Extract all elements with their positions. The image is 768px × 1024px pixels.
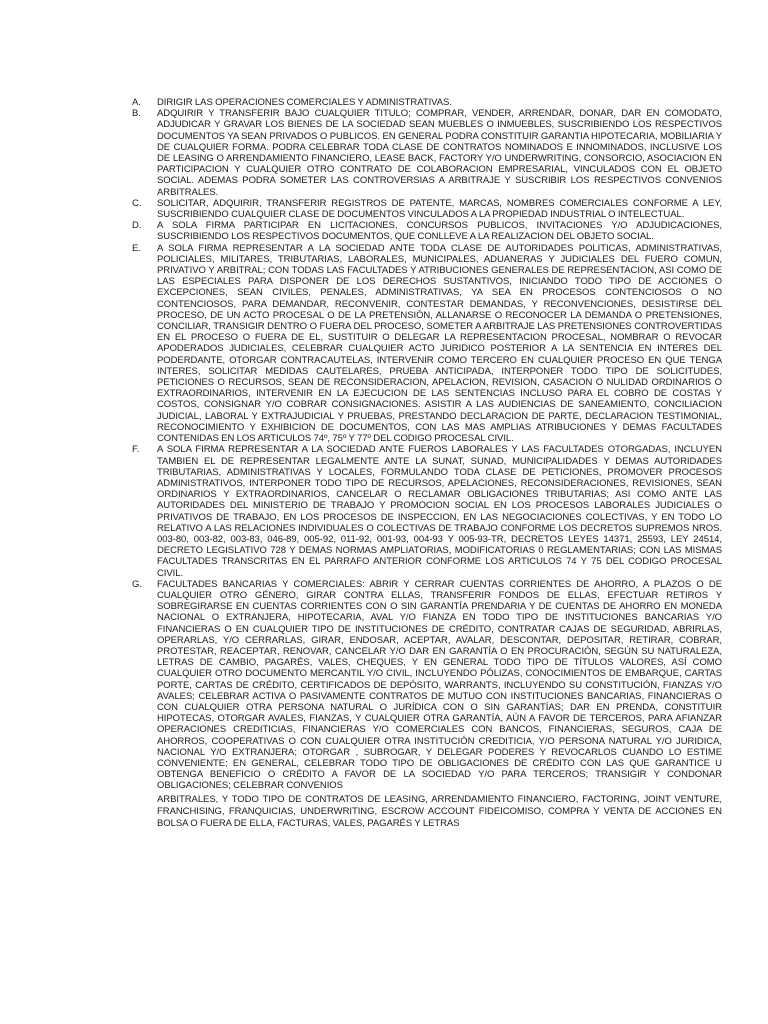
clause-text: A SOLA FIRMA PARTICIPAR EN LICITACIONES, CONCURSOS PUBLICOS, INVITACIONES Y/O ADJUDICACIONES, SUSCRIBIENDO LOS RESPECTIVOS DOCUMENTOS, QUE CONLLEVE A LA REALIZACION DEL OBJETO SOCIAL. [157, 220, 722, 243]
clause-b [0, 108, 768, 198]
clause-text-wrapper [157, 579, 722, 831]
clause-e [0, 243, 768, 445]
clause-letter: G. [132, 578, 143, 590]
clause-text: DIRIGIR LAS OPERACIONES COMERCIALES Y ADMINISTRATIVAS. [157, 97, 452, 108]
clause-text: FACULTADES BANCARIAS Y COMERCIALES: ABRIR Y CERRAR CUENTAS CORRIENTES DE AHORRO, A PLAZOS O DE CUALQUIER OTRO GÉNERO, GIRAR CONTRA ELLAS, TRANSFERIR FONDOS DE ELLAS, EFECTUAR RETIROS Y SOBREGIRARSE EN CUENTAS CORRIENTES CON O SIN GARANTÍA PRENDARIA Y DE CUENTAS DE AHORRO EN MONEDA NACIONAL O EXTRANJERA, HIPOTECARIA, AVAL Y/O FIANZA EN TODO TIPO DE INSTITUCIONES BANCARIAS Y/O FINANCIERAS O EN CUALQUIER TIPO DE INSTITUCIONES DE CRÉDITO, CONTRATAR CAJAS DE SEGURIDAD, ABRIRLAS, OPERARLAS, Y/O CERRARLAS, GIRAR, ENDOSAR, ACEPTAR, AVALAR, DESCONTAR, DEPOSITAR, RETIRAR, COBRAR, PROTESTAR, REACEPTAR, RENOVAR, CANCELAR Y/O DAR EN GARANTÍA O EN PROCURACIÓN, SEGÚN SU NATURALEZA, LETRAS DE CAMBIO, PAGARÉS, VALES, CHEQUES, Y EN GENERAL TODO TIPO DE TÍTULOS VALORES, ASÍ COMO CUALQUIER OTRO DOCUMENTO MERCANTIL Y/O CIVIL, INCLUYENDO PÓLIZAS, CONOCIMIENTOS DE EMBARQUE, CARTAS PORTE, CARTAS DE CRÉDITO, CERTIFICADOS DE DEPÓSITO, WARRANTS, INCLUYENDO SU CONSTITUCIÓN, FIANZAS Y/O AVALES; CELEBRAR ACTIVA O PASIVAMENTE CONTRATOS DE MUTUO CON INSTITUCIONES BANCARIAS, FINANCIERAS O CON CUALQUIER OTRA PERSONA NATURAL O JURÍDICA CON O SIN GARANTÍAS; DAR EN PRENDA, CONSTITUIR HIPOTECAS, OTORGAR AVALES, FIANZAS, Y CUALQUIER OTRA GARANTÍA, AÚN A FAVOR DE TERCEROS, PARA AFIANZAR OPERACIONES CREDITICIAS, FINANCIERAS Y/O COMERCIALES CON BANCOS, FINANCIERAS, SEGUROS, CAJA DE AHORROS, COOPERATIVAS O CON CUALQUIER OTRA INSTITUCIÓN CREDITICIA, Y/O PERSONA NATURAL Y/O JURIDICA, NACIONAL Y/O EXTRANJERA; OTORGAR , SUBROGAR, Y DELEGAR PODERES Y REVOCARLOS CUANDO LO ESTIME CONVENIENTE; EN GENERAL, CELEBRAR TODO TIPO DE OBLIGACIONES DE CRÉDITO CON LAS QUE GARANTICE U OBTENGA BENEFICIO O CRÉDITO A FAVOR DE LA SOCIEDAD Y/O PARA TERCEROS; TRANSIGIR Y CONDONAR OBLIGACIONES; CELEBRAR CONVENIOS [157, 578, 722, 792]
clause-letter: C. [132, 197, 142, 209]
clause-letter: D. [132, 220, 142, 232]
clause-letter: F. [132, 444, 140, 456]
clause-text: ADQUIRIR Y TRANSFERIR BAJO CUALQUIER TITULO; COMPRAR, VENDER, ARRENDAR, DONAR, DAR EN COMODATO, ADJUDICAR Y GRAVAR LOS BIENES DE LA SOCIEDAD SEAN MUEBLES O INMUEBLES, SUSCRIBIENDO LOS RESPECTIVOS DOCUMENTOS YA SEAN PRIVADOS O PUBLICOS. EN GENERAL PODRA CONSTITUIR GARANTIA HIPOTECARIA, MOBILIARIA Y DE CUALQUIER FORMA. PODRA CELEBRAR TODA CLASE DE CONTRATOS NOMINADOS E INNOMINADOS, INCLUSIVE LOS DE LEASING O ARRENDAMIENTO FINANCIERO, LEASE BACK, FACTORY Y/O UNDERWRITING, CONSORCIO, ASOCIACION EN PARTICIPACION Y CUALQUIER OTRO CONTRATO DE COLABORACION EMPRESARIAL, VINCULADOS CON EL OBJETO SOCIAL. ADEMAS PODRA SOMETER LAS CONTROVERSIAS A ARBITRAJE Y SUSCRIBIR LOS RESPECTIVOS CONVENIOS ARBITRALES. [157, 108, 722, 198]
clause-letter: B. [132, 108, 141, 120]
clause-letter: A. [132, 97, 141, 108]
clause-text-continuation: ARBITRALES, Y TODO TIPO DE CONTRATOS DE LEASING, ARRENDAMIENTO FINANCIERO, FACTORING, JOINT VENTURE, FRANCHISING, FRANQUICIAS, UNDERWRITING, ESCROW ACCOUNT FIDEICOMISO, COMPRA Y VENTA DE ACCIONES EN BOLSA O FUERA DE ELLA, FACTURAS, VALES, PAGARÉS Y LETRAS [157, 793, 722, 830]
clause-text: A SOLA FIRMA REPRESENTAR A LA SOCIEDAD ANTE TODA CLASE DE AUTORIDADES POLITICAS, ADMINISTRATIVAS, POLICIALES, MILITARES, TRIBUTARIAS, LABORALES, MUNICIPALES, ADUANERAS Y JUDICIALES DEL FUERO COMUN, PRIVATIVO Y ARBITRAL; CON TODAS LAS FACULTADES Y ATRIBUCIONES GENERALES DE REPRESENTACION, ASI COMO DE LAS ESPECIALES PARA DISPONER DE LOS DERECHOS SUSTANTIVOS, INICIANDO TODO TIPO DE ACCIONES O EXCEPCIONES, SEAN CIVILES, PENALES, ADMINISTRATIVAS, YA SEA EN PROCESOS CONTENCIOSOS O NO CONTENCIOSOS, PARA DEMANDAR, RECONVENIR, CONTESTAR DEMANDAS, Y RECONVENCIONES, DESISTIRSE DEL PROCESO, DE UN ACTO PROCESAL O DE LA PRETENSIÓN, ALLANARSE O RECONOCER LA DEMANDA O PRETENSIONES, CONCILIAR, TRANSIGIR DENTRO O FUERA DEL PROCESO, SOMETER A ARBITRAJE LAS PRETENSIONES CONTROVERTIDAS EN EL PROCESO O FUERA DE EL, SUSTITUIR O DELEGAR LA REPRESENTACION PROCESAL, NOMBRAR O REVOCAR APODERADOS JUDICIALES, CELEBRAR CUALQUIER ACTO JURIDICO POSTERIOR A LA SENTENCIA EN INTERES DEL PODERDANTE, OTORGAR CONTRACAUTELAS, INTERVENIR COMO TERCERO EN CUALQUIER PROCESO EN QUE TENGA INTERES, SOLICITAR MEDIDAS CAUTELARES, PRUEBA ANTICIPADA, INTERPONER TODO TIPO DE SOLICITUDES, PETICIONES O RECURSOS, SEAN DE RECONSIDERACION, APELACION, REVISION, CASACION O NULIDAD ORDINARIOS O EXTRAORDINARIOS, INTERVENIR EN LA EJECUCION DE LAS SENTENCIAS INCLUSO PARA EL COBRO DE COSTAS Y COSTOS, CONSIGNAR Y/O COBRAR CONSIGNACIONES. ASISTIR A LAS AUDIENCIAS DE SANEAMIENTO, CONCILIACION JUDICIAL, LABORAL Y EXTRAJUDICIAL Y PRUEBAS, PRESTANDO DECLARACION DE PARTE, DECLARACION TESTIMONIAL, RECONOCIMIENTO Y EXHIBICION DE DOCUMENTOS, CON LAS MAS AMPLIAS ATRIBUCIONES Y DEMAS FACULTADES CONTENIDAS EN LOS ARTICULOS 74º, 75º Y 77º DEL CODIGO PROCESAL CIVIL. [157, 242, 722, 445]
clause-d [0, 220, 768, 242]
clause-g [0, 579, 768, 831]
clause-text: SOLICITAR, ADQUIRIR, TRANSFERIR REGISTROS DE PATENTE, MARCAS, NOMBRES COMERCIALES CONFORME A LEY, SUSCRIBIENDO CUALQUIER CLASE DE DOCUMENTOS VINCULADOS A LA PROPIEDAD INDUSTRIAL O INTELECTUAL. [157, 197, 722, 221]
clause-text: A SOLA FIRMA REPRESENTAR A LA SOCIEDAD ANTE FUEROS LABORALES Y LAS FACULTADES OTORGADAS, INCLUYEN TAMBIEN EL DE REPRESENTAR LEGALMENTE ANTE LA SUNAT, SUNAD, MUNICIPALIDADES Y DEMAS AUTORIDADES TRIBUTARIAS, ADMINISTRATIVAS Y LOCALES, FORMULANDO TODA CLASE DE PETICIONES, PROMOVER PROCESOS ADMINISTRATIVOS, INTERPONER TODO TIPO DE RECURSOS, APELACIONES, RECONSIDERACIONES, REVISIONES, SEAN ORDINARIOS Y EXTRAORDINARIOS, CANCELAR O RECLAMAR OBLIGACIONES TRIBUTARIAS; ASI COMO ANTE LAS AUTORIDADES DEL MINISTERIO DE TRABAJO Y PROMOCION SOCIAL EN LOS PROCESOS LABORALES JUDICIALES O PRIVATIVOS DE TRABAJO, EN LOS PROCESOS DE INSPECCION, EN LAS NEGOCIACIONES COLECTIVAS, Y EN TODO LO RELATIVO A LAS RELACIONES INDIVIDUALES O COLECTIVAS DE TRABAJO CONFORME LOS DECRETOS SUPREMOS NROS. 003-80, 003-82, 003-83, 046-89, 005-92, 011-92, 001-93, 004-93 Y 005-93-TR, DECRETOS LEYES 14371, 25593, LEY 24514, DECRETO LEGISLATIVO 728 Y DEMAS NORMAS AMPLIATORIAS, MODIFICATORIAS 0 REGLAMENTARIAS; CON LAS MISMAS FACULTADES TRANSCRITAS EN EL PARRAFO ANTERIOR CONFORME LOS ARTICULOS 74 Y 75 DEL CODIGO PROCESAL CIVIL. [157, 444, 722, 579]
clause-a [0, 97, 768, 108]
clause-f [0, 444, 768, 578]
document-body [0, 97, 768, 831]
clause-c [0, 198, 768, 220]
clause-letter: E. [132, 242, 141, 254]
